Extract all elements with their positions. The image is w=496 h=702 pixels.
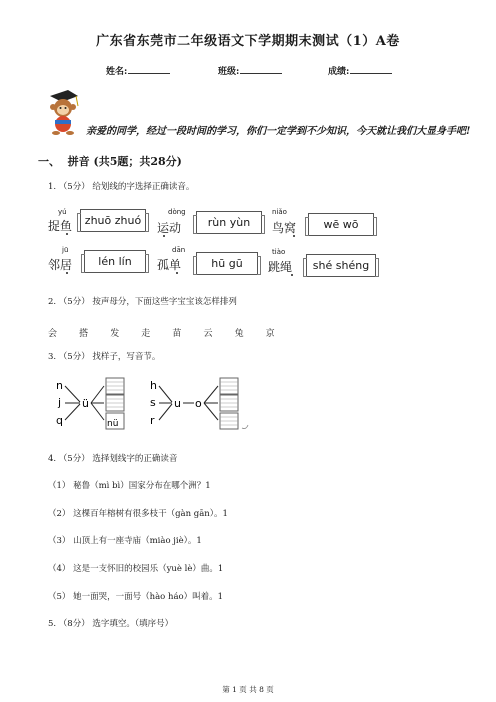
underline-dot (66, 233, 68, 235)
question-3: 3. （5分） 找样子，写音节。 (48, 352, 161, 362)
name-label: 姓名: (106, 67, 128, 77)
initial-label: q (56, 414, 63, 427)
character: 兔 (234, 329, 244, 339)
section-heading (38, 153, 182, 169)
character: 苗 (172, 329, 182, 339)
character: 发 (110, 329, 120, 339)
section-number: 一、 (38, 155, 60, 168)
pinyin-option-box[interactable]: wē wō (308, 213, 374, 236)
final-label: ü (82, 397, 89, 410)
question-4: 4. （5分） 选择划线字的正确读音 (48, 454, 178, 464)
pinyin-option-box[interactable]: rùn yùn (196, 211, 262, 234)
final-label: o (195, 397, 202, 410)
character: 京 (265, 329, 275, 339)
sub-question: （5） 她一面哭，一面号（hào háo）叫着。1 (48, 592, 224, 602)
underline-dot (293, 235, 295, 237)
class-blank[interactable] (240, 64, 282, 74)
monkey-mascot-icon (42, 88, 82, 136)
pinyin-hint: jū (62, 246, 69, 254)
initial-label: h (150, 379, 157, 392)
page-title: 广东省东莞市二年级语文下学期期末测试（1）A卷 (96, 34, 400, 49)
pinyin-option-box[interactable]: hū gū (196, 252, 258, 275)
sub-question: （1） 秘鲁（mì bì）国家分布在哪个洲？1 (48, 481, 211, 491)
question-2: 2. （5分） 按声母分，下面这些字宝宝该怎样排列 (48, 297, 237, 307)
section-title: 拼音 (共5题；共28分) (67, 155, 182, 168)
class-label: 班级: (218, 67, 240, 77)
question-1: 1. （5分） 给划线的字选择正确读音。 (48, 182, 195, 192)
question-5: 5. （8分） 选字填空。（填序号） (48, 619, 174, 629)
character-list (48, 321, 292, 340)
name-field[interactable] (106, 64, 170, 77)
character: 云 (203, 329, 213, 339)
pinyin-hint: dòng (168, 208, 186, 216)
sub-question: （3） 山顶上有一座寺庙（miào jiè）。1 (48, 536, 202, 546)
score-blank[interactable] (350, 64, 392, 74)
word: 孤单 (157, 258, 182, 272)
sub-question: （2） 这棵百年榕树有很多枝干（gàn gān）。1 (48, 509, 228, 519)
initial-label: j (58, 396, 62, 409)
initial-label: s (150, 396, 156, 409)
initial-label: r (150, 414, 155, 427)
word: 邻居 (48, 258, 73, 272)
character: 走 (141, 329, 151, 339)
character: 搭 (79, 329, 89, 339)
underline-dot (66, 272, 68, 274)
example-answer: nü (107, 419, 119, 429)
pinyin-hint: dān (172, 246, 186, 254)
pinyin-hint: tiào (272, 248, 286, 256)
pinyin-hint: yú (58, 208, 67, 216)
pinyin-option-box[interactable]: lén lín (84, 250, 146, 273)
motto-text: 亲爱的同学，经过一段时间的学习，你们一定学到不少知识，今天就让我们大显身手吧! (86, 126, 471, 137)
word: 运动 (157, 221, 182, 235)
score-field[interactable] (328, 64, 392, 77)
score-label: 成绩: (328, 67, 350, 77)
return-mark-icon (242, 425, 248, 429)
underline-dot (176, 272, 178, 274)
final-label: u (174, 397, 181, 410)
pinyin-option-box[interactable]: zhuō zhuó (80, 209, 146, 232)
pinyin-option-box[interactable]: shé shéng (306, 254, 376, 277)
pinyin-hint: niǎo (272, 208, 287, 216)
word: 跳绳 (268, 260, 293, 274)
sub-question: （4） 这是一支怀旧的校园乐（yuè lè）曲。1 (48, 564, 224, 574)
underline-dot (163, 235, 165, 237)
syllable-diagram (52, 376, 262, 432)
page-footer: 第 1 页 共 8 页 (222, 685, 274, 694)
character: 会 (48, 329, 58, 339)
initial-label: n (56, 379, 63, 392)
underline-dot (291, 274, 293, 276)
word: 捉鱼 (48, 219, 73, 233)
name-blank[interactable] (128, 64, 170, 74)
class-field[interactable] (218, 64, 282, 77)
word: 鸟窝 (272, 221, 297, 235)
